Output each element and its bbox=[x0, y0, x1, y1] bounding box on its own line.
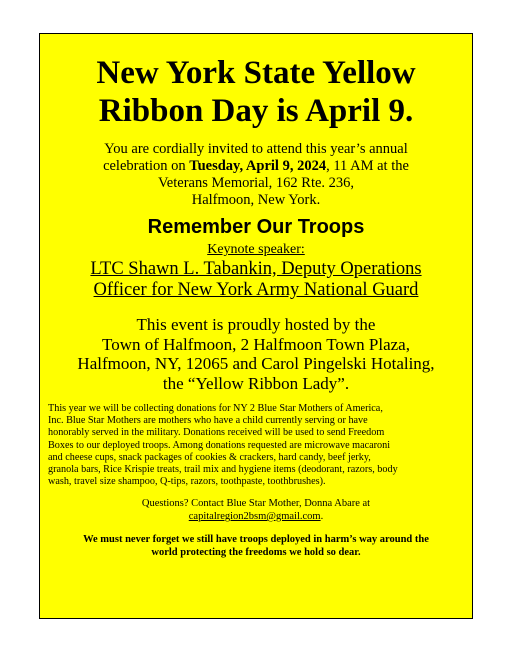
keynote-label: Keynote speaker: bbox=[207, 242, 305, 257]
keynote-line-1: LTC Shawn L. Tabankin, Deputy Operations bbox=[90, 259, 422, 279]
yellow-ribbon-flyer bbox=[39, 33, 473, 619]
closing-line-2: world protecting the freedoms we hold so dear. bbox=[151, 546, 361, 558]
donations-line-7: wash, travel size shampoo, Q-tips, razors, toothpaste, toothbrushes). bbox=[48, 476, 326, 488]
keynote-line-2: Officer for New York Army National Guard bbox=[93, 280, 419, 300]
host-line-1: This event is proudly hosted by the bbox=[136, 315, 376, 334]
invite-line-2 bbox=[40, 158, 472, 175]
contact-email-suffix: . bbox=[320, 510, 324, 522]
host-line-4: the “Yellow Ribbon Lady”. bbox=[162, 373, 350, 393]
donations-line-5: and cheese cups, snack packages of cookies & crackers, hard candy, beef jerky, bbox=[48, 451, 371, 463]
contact-line-1: Questions? Contact Blue Star Mother, Donna Abare at bbox=[141, 498, 371, 510]
host-line-3: Halfmoon, NY, 12065 and Carol Pingelski Hotaling, bbox=[77, 354, 435, 373]
contact-email-link[interactable]: capitalregion2bsm@gmail.com bbox=[188, 510, 321, 522]
contact-info bbox=[40, 498, 472, 523]
flyer-title bbox=[40, 54, 472, 130]
invite-line-2-post: , 11 AM at the bbox=[326, 158, 409, 174]
event-date: Tuesday, April 9, 2024 bbox=[189, 158, 327, 174]
title-line-1: New York State Yellow bbox=[96, 55, 416, 91]
donations-line-1: This year we will be collecting donations for NY 2 Blue Star Mothers of America, bbox=[48, 403, 383, 414]
invite-line-3: Veterans Memorial, 162 Rte. 236, bbox=[157, 175, 355, 191]
closing-line-1: We must never forget we still have troops deployed in harm’s way around the bbox=[83, 534, 429, 546]
keynote-speaker bbox=[40, 259, 472, 301]
donations-line-3: honorably served in the military. Donations received will be used to send Freedom bbox=[48, 427, 385, 439]
donations-line-2: Inc. Blue Star Mothers are mothers who have a child currently serving or have bbox=[48, 415, 368, 427]
donations-line-6: granola bars, Rice Krispie treats, trail mix and hygiene items (deodorant, razors, body bbox=[48, 464, 398, 476]
invite-line-2-pre: celebration on bbox=[103, 158, 190, 174]
invitation-text bbox=[40, 141, 472, 209]
title-line-2: Ribbon Day is April 9. bbox=[98, 93, 414, 129]
closing-statement bbox=[40, 534, 472, 559]
invite-line-1: You are cordially invited to attend this year’s annual bbox=[104, 141, 408, 157]
host-text bbox=[40, 315, 472, 393]
invite-line-4: Halfmoon, New York. bbox=[191, 192, 321, 208]
remember-heading: Remember Our Troops bbox=[147, 216, 365, 238]
contact-line-2 bbox=[40, 511, 472, 524]
donations-line-4: Boxes to our deployed troops. Among donations requested are microwave macaroni bbox=[48, 439, 391, 451]
donations-paragraph bbox=[48, 403, 466, 488]
host-line-2: Town of Halfmoon, 2 Halfmoon Town Plaza, bbox=[102, 334, 410, 354]
